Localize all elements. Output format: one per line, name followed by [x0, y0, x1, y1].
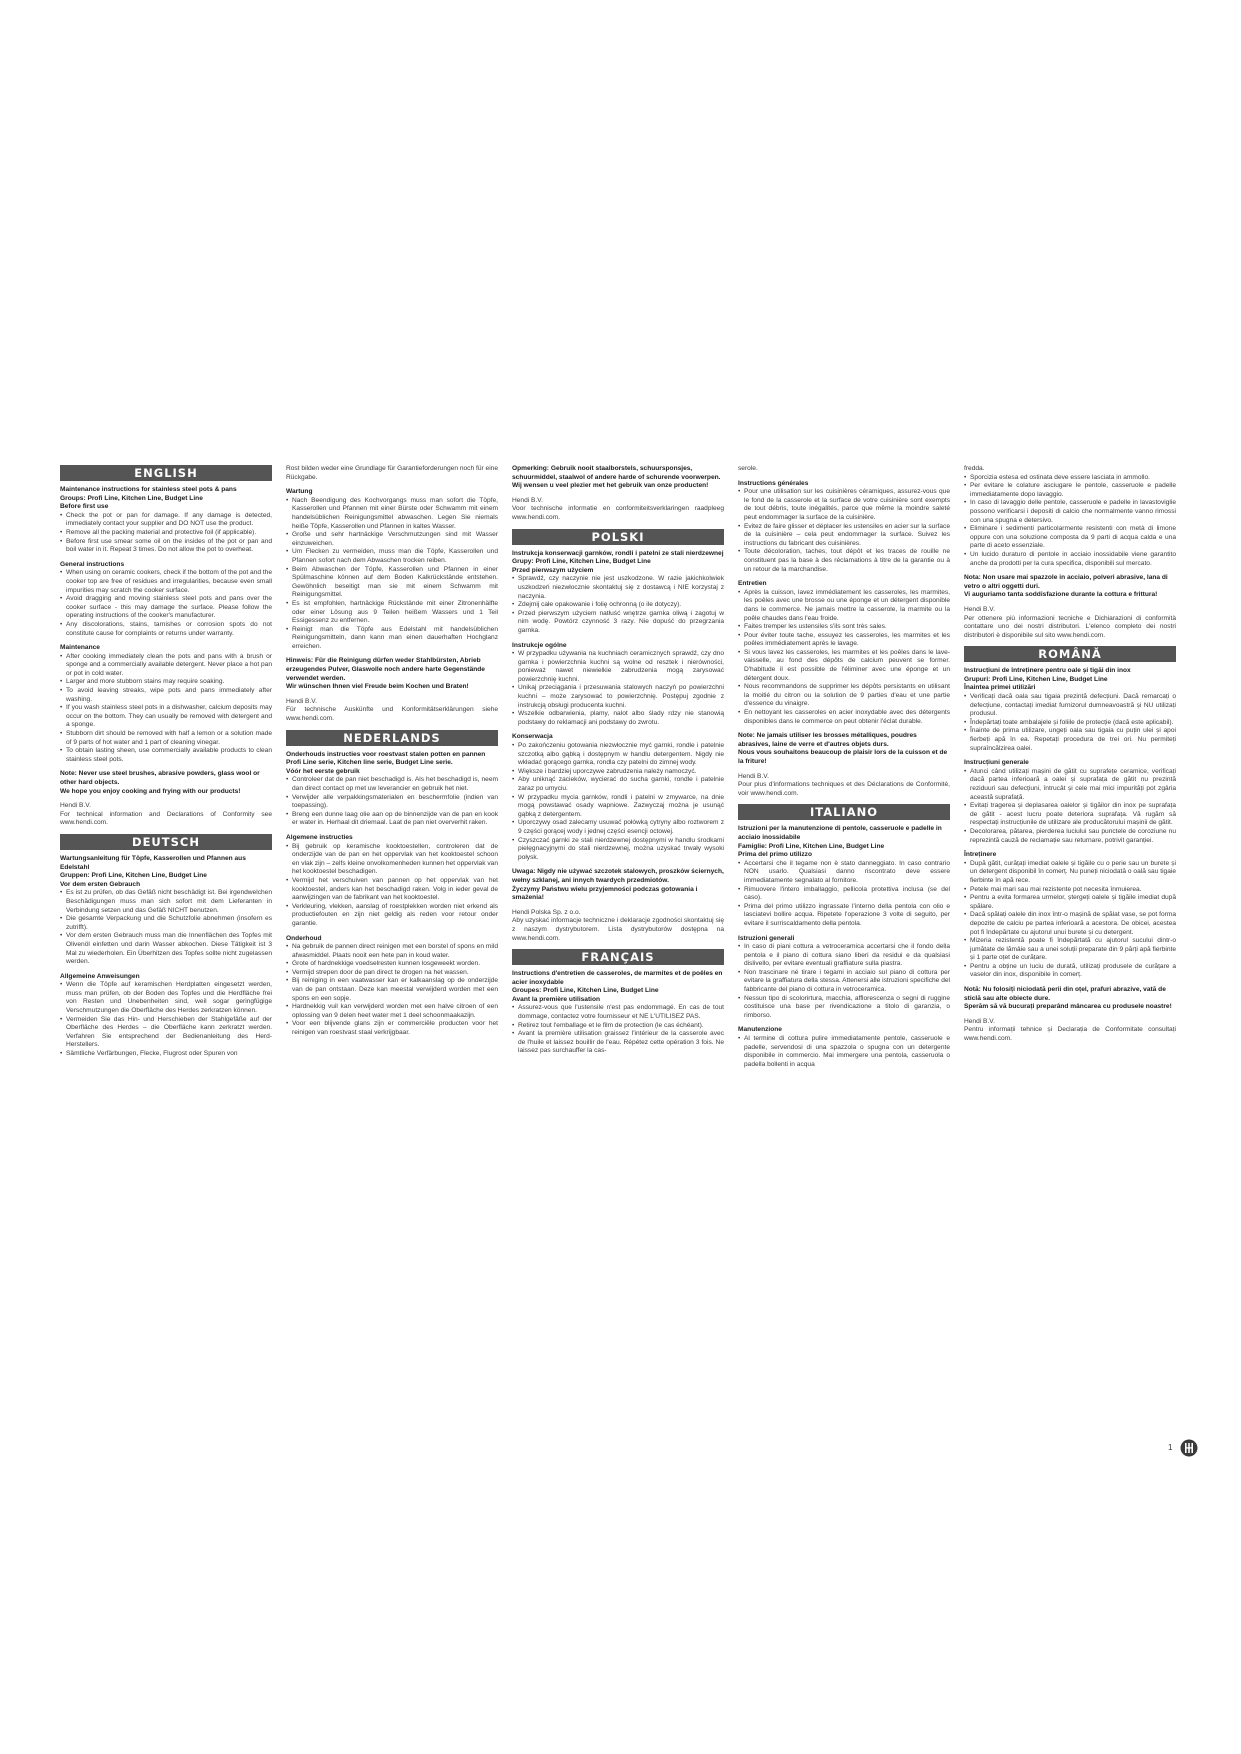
- list: [512, 742, 724, 862]
- info: Voor technische informatie en conformiteitsverklaringen raadpleeg www.hendi.com.: [512, 505, 724, 521]
- list-item: • Wszelkie odbarwienia, plamy, nalot albo ślady rdzy nie stanowią podstawy do reklamacji ani podstawy do zwrotu.: [512, 710, 724, 727]
- list: [738, 1035, 950, 1069]
- list-item: • Accertarsi che il tegame non è stato danneggiato. In caso contrario NON usarlo. Qualsiasi danno riscontrato deve essere immediatamente segnalato al fornitore.: [738, 860, 950, 886]
- list-item: • Eliminare i sedimenti particolarmente resistenti con metà di limone oppure con una soluzione composta da 9 parti di acqua calda e una parte di aceto essenziale.: [964, 525, 1176, 551]
- subheading: Avant la première utilisation: [512, 995, 601, 1003]
- groups: Groupes: Profi Line, Kitchen Line, Budget Line: [512, 987, 659, 995]
- info: Für technische Auskünfte und Konformitätserklärungen siehe www.hendi.com.: [286, 706, 498, 723]
- info: Per ottenere più informazioni tecniche e Dichiarazioni di conformità contattare uno dei nostri distributori. L'elenco completo dei nostri distributori è disponibile sul sito www.hendi.com.: [964, 614, 1176, 639]
- section-title-english: ENGLISH: [60, 465, 272, 481]
- list-item: • Înainte de prima utilizare, ungeți oala sau tigaia cu puțin ulei și apoi fierbeți apă în ea. Repetați procedura de trei ori. Nu permiteți supraîncălzirea oalei.: [964, 727, 1176, 753]
- subheading: Maintenance: [60, 644, 100, 652]
- list-item: • Remove all the packing material and protective foil (if applicable).: [60, 529, 272, 538]
- list-item: • Um Flecken zu vermeiden, muss man die Töpfe, Kasserollen und Pfannen sofort nach dem Abwaschen trocken reiben.: [286, 548, 498, 565]
- list: [738, 943, 950, 1020]
- list-item: • Pour éviter toute tache, essuyez les casseroles, les marmites et les poêles immédiatement après le lavage.: [738, 632, 950, 649]
- section-title-polski: POLSKI: [512, 529, 724, 545]
- list-item: • Îndepărtați toate ambalajele și foliile de protecție (dacă este aplicabil).: [964, 719, 1176, 728]
- list: [512, 1004, 724, 1056]
- subheading: Instructions générales: [738, 479, 809, 487]
- subheading: Entretien: [738, 580, 767, 588]
- groups: Gruppen: Profi Line, Kitchen Line, Budget Line: [60, 872, 207, 880]
- list-item: • When using on ceramic cookers, check if the bottom of the pot and the cooker top are free of residues and irregularities, because even small impurities may scratch the cooker surface.: [60, 569, 272, 595]
- column-2: [286, 465, 498, 1425]
- info: Pour plus d'informations techniques et des Déclarations de Conformité, voir www.hendi.com.: [738, 781, 950, 797]
- note: Note: Never use steel brushes, abrasive powders, glass wool or other hard objects.: [60, 770, 260, 786]
- list-item: • Bij reiniging in een vaatwasser kan er kalkaanslag op de onderzijde van de pan ontstaan. Deze kan meestal verwijderd worden met een spons en een sopje.: [286, 977, 498, 1003]
- wish: Wij wensen u veel plezier met het gebruik van onze producten!: [512, 482, 709, 490]
- list: [738, 589, 950, 727]
- list: [286, 497, 498, 652]
- groups: Groups: Profi Line, Kitchen Line, Budget Line: [60, 494, 203, 502]
- list-item: • Es ist empfohlen, hartnäckige Rückstände mit einer Zitronenhälfte oder einer Lösung aus 9 Teilen heißem Wassers und 1 Teil Essigessenz zu entfernen.: [286, 600, 498, 626]
- list-item: • Petele mai mari sau mai rezistente pot necesita înmuierea.: [964, 886, 1176, 895]
- list-item: • Große und sehr hartnäckige Verschmutzungen sind mit Wasser einzuweichen.: [286, 531, 498, 548]
- list-item: • După gătit, curățați imediat oalele și tigăile cu o perie sau un burete și un detergent disponibil în comerț. Nu puneți niciodată o oală sau tigaie fierbinte în apă rece.: [964, 860, 1176, 886]
- list-item: • If you wash stainless steel pots in a dishwasher, calcium deposits may occur on the bottom. They can usually be removed with detergent and a sponge.: [60, 704, 272, 730]
- subheading: Wartung: [286, 488, 313, 496]
- list-item: • To obtain lasting sheen, use commercially available products to clean stainless steel pots.: [60, 747, 272, 764]
- list-item: • Zdejmij całe opakowanie i folię ochronną (o ile dotyczy).: [512, 601, 724, 610]
- company: Hendi B.V.: [964, 605, 995, 613]
- list-item: • Czyszczać garnki ze stali nierdzewnej dostępnymi w handlu środkami pielęgnacyjnymi do stali nierdzewnej, można uzyskać trwały wysoki połysk.: [512, 837, 724, 863]
- subheading: Konserwacja: [512, 733, 553, 741]
- note: Uwaga: Nigdy nie używać szczotek stalowych, proszków ściernych, wełny szklanej, ani innych twardych przedmiotów.: [512, 868, 724, 884]
- heading: Onderhouds instructies voor roestvast stalen potten en pannen: [286, 750, 486, 758]
- hendi-logo-icon: [1180, 1439, 1198, 1457]
- list: [964, 768, 1176, 845]
- list-item: • Pour une utilisation sur les cuisinières céramiques, assurez-vous que le fond de la casserole et la surface de votre cuisinière sont exempts de tout débris, toute inégalités, parce que même la moindre saleté peut endommager la surface de la cuisinière.: [738, 488, 950, 522]
- list-item: • Grote of hardnekkige voedselresten kunnen losgeweekt worden.: [286, 960, 498, 969]
- list-item: • W przypadku mycia garnków, rondli i patelni w zmywarce, na dnie mogą powstawać osady wapniowe. Zazwyczaj można je usunąć gąbką z detergentem.: [512, 794, 724, 820]
- section-title-romana: ROMÂNĂ: [964, 646, 1176, 662]
- company: Hendi B.V.: [512, 496, 543, 504]
- heading: Wartungsanleitung für Töpfe, Kasserollen und Pfannen aus Edelstahl: [60, 854, 246, 871]
- column-4: [738, 465, 950, 1425]
- heading: Instrucțiuni de întreținere pentru oale și tigăi din inox: [964, 667, 1131, 675]
- list-item: • Atunci când utilizați mașini de gătit cu suprafețe ceramice, verificați dacă partea inferioară a oalei și suprafața de gătit nu prezintă reziduuri sau defecțiuni, întrucât și cele mai mici impurități pot zgâria această suprafață.: [964, 768, 1176, 802]
- list-item: • Sporcizia estesa ed ostinata deve essere lasciata in ammollo.: [964, 474, 1176, 483]
- list-item: • Wenn die Töpfe auf keramischen Herdplatten eingesetzt werden, muss man prüfen, ob der Boden des Topfes und die Herdfläche frei von Resten und Unebenheiten sind, weil sogar geringfügige Verschmutzungen die Oberfläche des Herdes zerkratzen können.: [60, 981, 272, 1015]
- list-item: • Nach Beendigung des Kochvorgangs muss man sofort die Töpfe, Kasserollen und Pfannen mit einer Bürste oder Schwamm mit einem handelsüblichen Reinigungsmittel abwaschen. Legen Sie niemals heiße Töpfe, Kasserollen und Pfannen in kaltes Wasser.: [286, 497, 498, 531]
- info: For technical information and Declarations of Conformity see www.hendi.com.: [60, 810, 272, 827]
- list-item: • Unikaj przeciągania i przesuwania stalowych naczyń po powierzchni kuchni – może zarysować to powierzchnię. Postępuj zgodnie z instrukcją obsługi producenta kuchni.: [512, 684, 724, 710]
- list-item: • Uporczywy osad zalecamy usuwać połówką cytryny albo roztworem z 9 części gorącej wody i jednej części esencji octowej.: [512, 819, 724, 836]
- list-item: • Vermijd strepen door de pan direct te drogen na het wassen.: [286, 969, 498, 978]
- list-item: • En nettoyant les casseroles en acier inoxydable avec des détergents disponibles dans le commerce on peut obtenir l'éclat durable.: [738, 709, 950, 726]
- list: [60, 512, 272, 555]
- list-item: • Przed pierwszym użyciem natłuść wnętrze garnka oliwą i zagotuj w nim wodę. Powtórz czynność 3 razy. Nie dopuść do przegrzania garnka.: [512, 610, 724, 636]
- list: [964, 860, 1176, 980]
- list-item: • Nessun tipo di scolorirtura, macchia, afflorescenza o segni di ruggine costituisce una base per rivendicazione a titolo di garanzia, o rimborso.: [738, 995, 950, 1021]
- subheading: Algemene instructies: [286, 833, 353, 841]
- list-item: • In caso di lavaggio delle pentole, casseruole e padelle in lavastoviglie possono verificarsi i depositi di calcio che normalmente vanno rimossi con una spugna e detersivo.: [964, 499, 1176, 525]
- list-item: • Si vous lavez les casseroles, les marmites et les poêles dans le lave-vaisselle, au fond des dépôts de calcium peuvent se former. D'habitude il est possible de l'éliminer avec une éponge et un détergent doux.: [738, 649, 950, 683]
- list: [964, 693, 1176, 753]
- list-item: • To avoid leaving streaks, wipe pots and pans immediately after washing.: [60, 687, 272, 704]
- paragraph: serole.: [738, 465, 758, 472]
- list-item: • Na gebruik de pannen direct reinigen met een borstel of spons en mild afwasmiddel. Plaats nooit een hete pan in koud water.: [286, 943, 498, 960]
- list-item: • Decolorarea, pătarea, pierderea luciului sau punctele de coroziune nu reprezintă cauză de reclamație sau returnare, potrivit garanției.: [964, 828, 1176, 845]
- list-item: • Breng een dunne laag olie aan op de binnenzijde van de pan en kook er water in. Herhaal dit driemaal. Laat de pan niet oververhit raken.: [286, 811, 498, 828]
- section-title-nederlands: NEDERLANDS: [286, 730, 498, 746]
- list-item: • Die gesamte Verpackung und die Schutzfolie abnehmen (insofern es zutrifft).: [60, 915, 272, 932]
- groups: Grupuri: Profi Line, Kitchen Line, Budget Line: [964, 675, 1108, 683]
- list: [60, 889, 272, 966]
- list-item: • Verkleuring, vlekken, aanslag of roestplekken worden niet erkend als productiefouten en zijn niet geldig als reden voor retour onder garantie.: [286, 903, 498, 929]
- list-item: • Evitez de faire glisser et déplacer les ustensiles en acier sur la surface de la cuisinière – cela peut endommager la surface. Suivez les instructions du fabricant des cuisinières.: [738, 523, 950, 549]
- document-columns: [60, 465, 1185, 1425]
- list-item: • Pentru a evita formarea urmelor, ștergeți oalele și tigăile imediat după spălare.: [964, 894, 1176, 911]
- list-item: • Reinigt man die Töpfe aus Edelstahl mit handelsüblichen Reinigungsmitteln, dann kann man einen dauerhaften Hochglanz erreichen.: [286, 626, 498, 652]
- list: [60, 653, 272, 765]
- list-item: • Dacă spălați oalele din inox într-o mașină de spălat vase, se pot forma depozite de calciu pe partea inferioară a acestora. De obicei, acestea pot fi îndepărtate cu ajutorul unui burete și cu detergent.: [964, 911, 1176, 937]
- heading: Maintenance instructions for stainless steel pots & pans: [60, 486, 237, 493]
- list: [512, 650, 724, 727]
- list-item: • Bij gebruik op keramische kooktoestellen, controleren dat de onderzijde van de pan en het oppervlak van het kooktoestel schoon en vlak zijn – zelfs kleine onvolkomenheden kunnen het oppervlak van het kooktoestel beschadigen.: [286, 843, 498, 877]
- list-item: • Vermijd het verschuiven van pannen op het oppervlak van het kooktoestel, anders kan het beschadigd raken. Volg in ieder geval de aanwijzingen van de fabrikant van het kooktoestel.: [286, 877, 498, 903]
- column-1: [60, 465, 272, 1425]
- subheading: Întreținere: [964, 851, 997, 859]
- wish: Sperăm să vă bucurați preparând mâncarea cu produsele noastre!: [964, 1003, 1172, 1011]
- list-item: • Rimuovere l'intero imballaggio, pellicola protettiva inclusa (se del caso).: [738, 886, 950, 903]
- subheading: Instrukcje ogólne: [512, 641, 567, 649]
- list-item: • Retirez tout l'emballage et le film de protection (le cas échéant).: [512, 1022, 724, 1031]
- wish: We hope you enjoy cooking and frying with our products!: [60, 787, 241, 795]
- subheading: Vóór het eerste gebruik: [286, 767, 360, 775]
- wish: Wir wünschen Ihnen viel Freude beim Kochen und Braten!: [286, 683, 469, 691]
- company: Hendi B.V.: [286, 697, 317, 705]
- company: Hendi B.V.: [964, 1017, 995, 1025]
- page-number: 1: [1168, 1443, 1173, 1452]
- list-item: • Es ist zu prüfen, ob das Gefäß nicht beschädigt ist. Bei irgendwelchen Beschädigungen muss man sich sofort mit dem Lieferanten in Verbindung setzen und das Gefäß NICHT benutzen.: [60, 889, 272, 915]
- subheading: Manutenzione: [738, 1026, 782, 1034]
- list-item: • Hardnekkig vuil kan verwijderd worden met een halve citroen of een oplossing van 9 delen heet water met 1 deel schoonmaakazijn.: [286, 1003, 498, 1020]
- groups: Famiglie: Profi Line, Kitchen Line, Budget Line: [738, 842, 885, 850]
- list-item: • Vor dem ersten Gebrauch muss man die Innenflächen des Topfes mit Olivenöl einfetten und darin Wasser abkochen. Diese Tätigkeit ist 3 Mal zu wiederholen. Ein Überhitzen des Topfes sollte nicht zugelassen werden.: [60, 932, 272, 966]
- list-item: • Stubborn dirt should be removed with half a lemon or a solution made of 9 parts of hot water and 1 part of cleaning vinegar.: [60, 730, 272, 747]
- list-item: • Al termine di cottura pulire immediatamente pentole, casseruole e padelle, servendosi di una spazzola o spugna con un detergente disponibile in commercio. Mai immergere una pentola, casseruola o padella bollenti in acqua: [738, 1035, 950, 1069]
- list: [286, 843, 498, 929]
- list-item: • Before first use smear some oil on the insides of the pot or pan and boil water in it. Repeat 3 times. Do not allow the pot to overheat.: [60, 538, 272, 555]
- subheading: Prima del primo utilizzo: [738, 851, 813, 859]
- list-item: • Controleer dat de pan niet beschadigd is. Als het beschadigd is, neem dan direct contact op met uw leverancier en gebruik het niet.: [286, 776, 498, 793]
- list-item: • Faites tremper les ustensiles s'ils sont très sales.: [738, 623, 950, 632]
- wish: Życzymy Państwu wielu przyjemności podczas gotowania i smażenia!: [512, 885, 698, 902]
- list-item: • Non trascinare né tirare i tegami in acciaio sul piano di cottura per evitare la graffiatura della stessa. Attenersi alle istruzioni specifiche del fabbricante del piano di cottura in vetroceramica.: [738, 969, 950, 995]
- list-item: • Prima del primo utilizzo ingrassate l'interno della pentola con olio e lasciatevi bollire acqua. Ripetete l'operazione 3 volte di seguito, per evitare il surriscaldamento della pentola.: [738, 903, 950, 929]
- column-5: [964, 465, 1176, 1425]
- note: Nota: Non usare mai spazzole in acciaio, polveri abrasive, lana di vetro o altri oggetti duri.: [964, 574, 1168, 590]
- note: Hinweis: Für die Reinigung dürfen weder Stahlbürsten, Abrieb erzeugendes Pulver, Glaswolle noch andere harte Gegenstände verwendet werden.: [286, 657, 485, 682]
- groups: Grupy: Profi Line, Kitchen Line, Budget Line: [512, 558, 651, 566]
- company: Hendi Polska Sp. z o.o.: [512, 908, 581, 916]
- list-item: • W przypadku używania na kuchniach ceramicznych sprawdź, czy dno garnka i powierzchnia kuchni są wolne od resztek i nierówności, ponieważ nawet niewielkie zabrudzenia mogą zarysować powierzchnię kuchni.: [512, 650, 724, 684]
- info: Pentru informații tehnice și Declarația de Conformitate consultați www.hendi.com.: [964, 1026, 1176, 1043]
- list: [286, 776, 498, 828]
- note: Note: Ne jamais utiliser les brosses métalliques, poudres abrasives, laine de verre et d'autres objets durs.: [738, 732, 917, 748]
- section-title-italiano: ITALIANO: [738, 804, 950, 820]
- list-item: • Mizeria rezistentă poate fi îndepărtată cu ajutorul sucului dintr-o jumătate de lămâie sau a unei soluții preparate din 9 părți apă fierbinte și 1 parte oțet de curățare.: [964, 937, 1176, 963]
- subheading: Înaintea primei utilizări: [964, 684, 1036, 692]
- company: Hendi B.V.: [60, 802, 91, 810]
- section-title-deutsch: DEUTSCH: [60, 834, 272, 850]
- paragraph: fredda.: [964, 465, 985, 472]
- list-item: • Voor een blijvende glans zijn er commerciële producten voor het reinigen van roestvast staal verkrijgbaar.: [286, 1020, 498, 1037]
- subheading: Istruzioni generali: [738, 934, 795, 942]
- note: Notă: Nu folosiți niciodată perii din oțel, prafuri abrazive, vată de sticlă sau alte obiecte dure.: [964, 986, 1166, 1002]
- list-item: • Assurez-vous que l'ustensile n'est pas endommagé. En cas de tout dommage, contactez votre fournisseur et NE L'UTILISEZ PAS.: [512, 1004, 724, 1021]
- list-item: • Sprawdź, czy naczynie nie jest uszkodzone. W razie jakichkolwiek uszkodzeń niezwłocznie skontaktuj się z dostawcą i NIE korzystaj z naczynia.: [512, 575, 724, 601]
- groups: Profi Line serie, Kitchen line serie, Budget Line serie.: [286, 759, 453, 767]
- list: [60, 569, 272, 638]
- list: [738, 860, 950, 929]
- list-item: • Après la cuisson, lavez immédiatement les casseroles, les marmites, les poêles avec une brosse ou une éponge et un détergent disponible dans le commerce. Ne jamais mettre la casserole, la marmite ou la poêle chaudes dans l'eau froide.: [738, 589, 950, 623]
- wish: Vi auguriamo tanta soddisfazione durante la cottura e frittura!: [964, 591, 1158, 599]
- list-item: • Nous recommandons de supprimer les dépôts persistants en utilisant la moitié du citron ou la solution de 9 parties d'eau et une partie d'essence du vinaigre.: [738, 683, 950, 709]
- subheading: Onderhoud: [286, 934, 322, 942]
- list-item: • Pentru a obține un luciu de durată, utilizați produsele de curățare a vaselor din inox, disponibile în comerț.: [964, 963, 1176, 980]
- list: [738, 488, 950, 574]
- note: Opmerking: Gebruik nooit staalborstels, schuursponsjes, schuurmiddel, staalwol of andere harde of schurende voorwerpen.: [512, 465, 721, 481]
- section-title-francais: FRANÇAIS: [512, 949, 724, 965]
- wish: Nous vous souhaitons beaucoup de plaisir lors de la cuisson et de la friture!: [738, 749, 948, 765]
- subheading: Vor dem ersten Gebrauch: [60, 880, 141, 888]
- company: Hendi B.V.: [738, 772, 769, 780]
- list-item: • Aby uniknąć zacieków, wycierać do sucha garnki, rondle i patelnie zaraz po umyciu.: [512, 776, 724, 793]
- list-item: • Verificați dacă oala sau tigaia prezintă defecțiuni. Dacă remarcați o defecțiune, contactați imediat furnizorul dumneavoastră și NU utilizați produsul.: [964, 693, 1176, 719]
- heading: Istruzioni per la manutenzione di pentole, casseruole e padelle in acciaio inossidabile: [738, 825, 942, 841]
- list-item: • Larger and more stubborn stains may require soaking.: [60, 678, 272, 687]
- list-item: • Po zakończeniu gotowania niezwłocznie myć garnki, rondle i patelnie szczotką albo gąbką i dostępnym w handlu detergentem. Nigdy nie wkładać gorącego garnka, rondla czy patelni do zimnej wody.: [512, 742, 724, 768]
- heading: Instructions d'entretien de casseroles, de marmites et de poêles en acier inoxydable: [512, 970, 723, 986]
- heading: Instrukcja konserwacji garnków, rondli i patelni ze stali nierdzewnej: [512, 549, 724, 557]
- list-item: • Avoid dragging and moving stainless steel pots and pans over the cooker surface - this may damage the surface. Please follow the operating instructions of the cooker's manufacturer.: [60, 595, 272, 621]
- list-item: • After cooking immediately clean the pots and pans with a brush or sponge and a commercially available detergent. Never place a hot pan or pot in cold water.: [60, 653, 272, 679]
- list-item: • Evitați tragerea și deplasarea oalelor și tigăilor din inox pe suprafața de gătit - acest lucru poate deteriora suprafața. Vă rugăm să respectați instrucțiunile de utilizare ale producătorului mașinii de gătit.: [964, 802, 1176, 828]
- list-item: • Verwijder alle verpakkingsmaterialen en beschermfolie (indien van toepassing).: [286, 794, 498, 811]
- list-item: • Sämtliche Verfärbungen, Flecke, Flugrost oder Spuren von: [60, 1050, 272, 1059]
- list-item: • Un lucido duraturo di pentole in acciaio inossidabile viene garantito anche da prodotti per la cura specifica, disponibili sul mercato.: [964, 551, 1176, 568]
- subheading: Before first use: [60, 503, 109, 511]
- subheading: General instructions: [60, 560, 125, 568]
- list-item: • Any discolorations, stains, tarnishes or corrosion spots do not constitute cause for complaints or returns under warranty.: [60, 621, 272, 638]
- list: [512, 575, 724, 635]
- list-item: • Per evitare le colature asciugare le pentole, casseruole e padelle immediatamente dopo lavaggio.: [964, 482, 1176, 499]
- list: [60, 981, 272, 1058]
- subheading: Allgemeine Anweisungen: [60, 972, 140, 980]
- list-item: • Toute décoloration, taches, tout dépôt et les traces de rouille ne constituent pas la base à des réclamations à titre de la garantie ou à un retour de la marchandise.: [738, 548, 950, 574]
- list-item: • Większe i bardziej uporczywe zabrudzenia należy namoczyć.: [512, 768, 724, 777]
- list-item: • Beim Abwaschen der Töpfe, Kasserollen und Pfannen in einer Spülmaschine können auf dem Boden Kalkrückstände entstehen. Gewöhnlich beseitigt man sie mit einem Schwamm mit Reinigungsmittel.: [286, 566, 498, 600]
- info: Aby uzyskać informacje techniczne i deklaracje zgodności skontaktuj się z naszym dystrybutorem. Lista dystrybutorów dostępna na www.hendi.com.: [512, 917, 724, 942]
- list-item: • Avant la première utilisation graissez l'intérieur de la casserole avec de l'huile et laissez bouillir de l'eau. Répétez cette opération 3 fois. Ne laissez pas surchauffer la cas-: [512, 1030, 724, 1056]
- list-item: • Vermeiden Sie das Hin- und Herschieben der Stahlgefäße auf der Oberfläche des Herdes – die Oberfläche kann zerkratzt werden. Verfahren Sie entsprechend der Bedienanleitung des Herd-Herstellers.: [60, 1016, 272, 1050]
- list: [286, 943, 498, 1038]
- subheading: Przed pierwszym użyciem: [512, 566, 594, 574]
- paragraph: Rost bilden weder eine Grundlage für Garantieforderungen noch für eine Rückgabe.: [286, 465, 498, 481]
- subheading: Instrucțiuni generale: [964, 759, 1029, 767]
- list-item: • In caso di piani cottura a vetroceramica accertarsi che il fondo della pentola e il piano di cottura siano liberi da residui e da qualsiasi dislivello, per evitare eventuali graffiature sulla piastra.: [738, 943, 950, 969]
- list: [964, 474, 1176, 569]
- column-3: [512, 465, 724, 1425]
- list-item: • Check the pot or pan for damage. If any damage is detected, immediately contact your supplier and DO NOT use the product.: [60, 512, 272, 529]
